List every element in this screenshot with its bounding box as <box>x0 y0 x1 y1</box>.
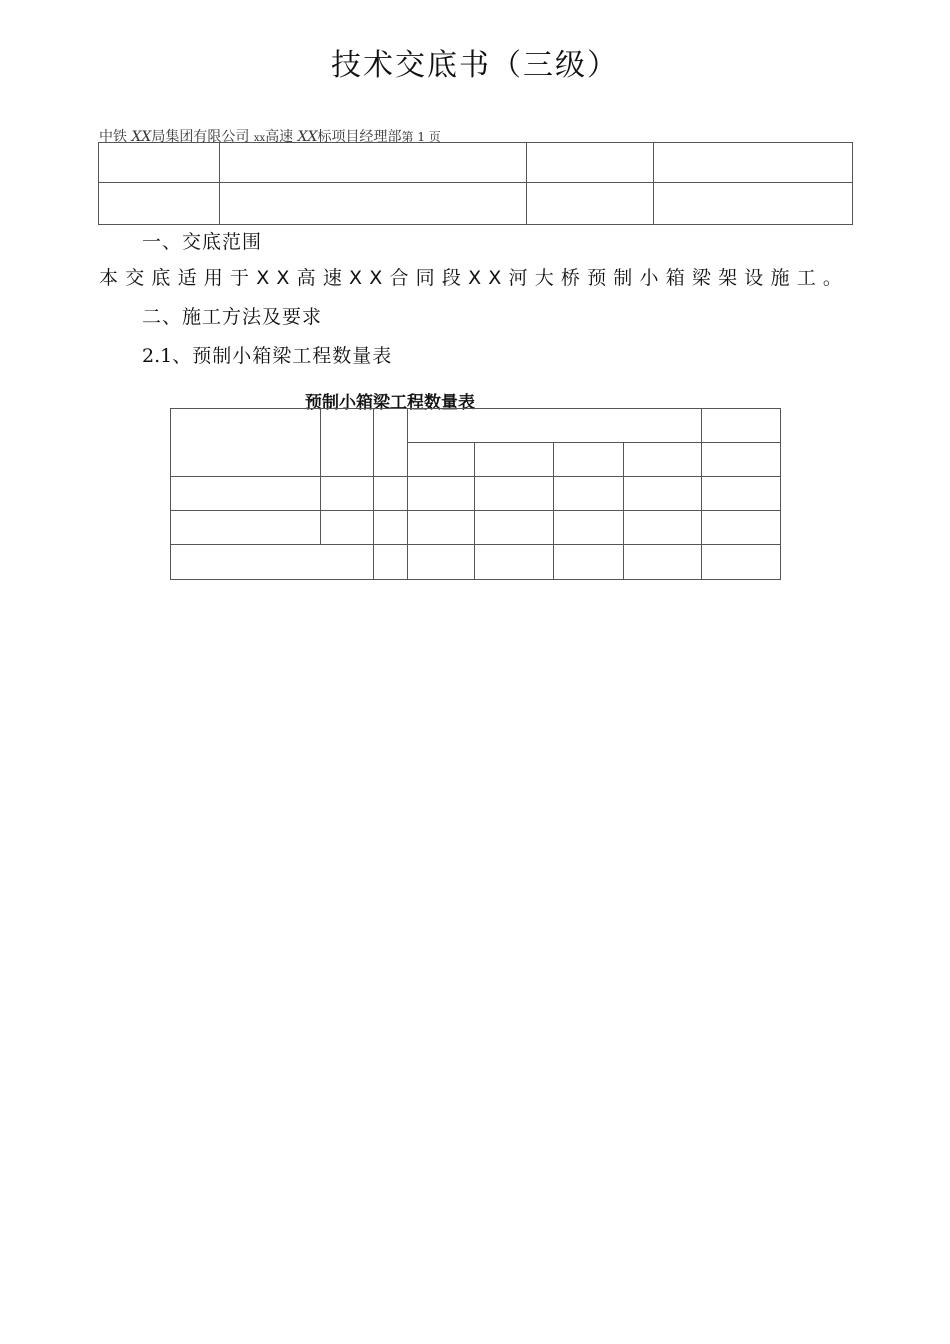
table-cell[interactable] <box>554 545 624 580</box>
table-cell[interactable] <box>554 511 624 545</box>
table-cell[interactable] <box>321 409 374 477</box>
header-section-code: XX <box>297 129 318 145</box>
header-company-prefix: 中铁 <box>99 129 132 145</box>
table-cell[interactable] <box>171 409 321 477</box>
quantity-table-caption: 预制小箱梁工程数量表 <box>305 393 475 413</box>
table-cell[interactable] <box>321 511 374 545</box>
table-row <box>171 511 781 545</box>
quantity-heading-number: 2.1 <box>142 345 173 367</box>
scope-heading: 一、交底范围 <box>142 231 263 253</box>
form-cell[interactable] <box>220 183 527 225</box>
table-cell[interactable] <box>624 443 702 477</box>
form-cell[interactable] <box>527 183 654 225</box>
table-cell[interactable] <box>171 545 374 580</box>
table-row <box>171 409 781 443</box>
header-company-name: 局集团有限公司 <box>151 129 254 145</box>
header-form-row <box>99 143 853 183</box>
table-cell[interactable] <box>408 477 475 511</box>
table-cell[interactable] <box>475 545 554 580</box>
table-cell[interactable] <box>702 477 781 511</box>
header-highway-code: xx <box>253 133 266 144</box>
table-cell[interactable] <box>624 477 702 511</box>
form-cell[interactable] <box>527 143 654 183</box>
table-row <box>171 545 781 580</box>
quantity-heading <box>142 341 392 368</box>
table-cell[interactable] <box>374 545 408 580</box>
table-row <box>171 477 781 511</box>
table-cell[interactable] <box>554 443 624 477</box>
quantity-heading-text: 、预制小箱梁工程数量表 <box>172 345 393 367</box>
table-cell[interactable] <box>408 443 475 477</box>
header-department: 标项目经理部 <box>317 129 402 145</box>
table-cell[interactable] <box>171 511 321 545</box>
form-cell[interactable] <box>99 143 220 183</box>
table-cell[interactable] <box>374 511 408 545</box>
form-cell[interactable] <box>220 143 527 183</box>
table-cell[interactable] <box>408 545 475 580</box>
table-cell[interactable] <box>321 477 374 511</box>
form-cell[interactable] <box>99 183 220 225</box>
table-cell[interactable] <box>171 477 321 511</box>
document-title: 技术交底书（三级） <box>331 48 619 83</box>
quantity-table <box>170 408 781 580</box>
form-cell[interactable] <box>654 143 853 183</box>
table-cell[interactable] <box>624 511 702 545</box>
method-heading: 二、施工方法及要求 <box>142 306 323 328</box>
table-cell[interactable] <box>408 409 702 443</box>
header-highway-label: 高速 <box>265 129 298 145</box>
table-cell[interactable] <box>702 545 781 580</box>
header-page-number: 第 1 页 <box>401 130 441 144</box>
table-cell[interactable] <box>475 477 554 511</box>
scope-text: 本交底适用于XX高速XX合同段XX河大桥预制小箱梁架设施工。 <box>99 267 850 289</box>
table-cell[interactable] <box>475 511 554 545</box>
header-bureau-code: XX <box>131 129 152 145</box>
form-cell[interactable] <box>654 183 853 225</box>
table-cell[interactable] <box>408 511 475 545</box>
table-cell[interactable] <box>475 443 554 477</box>
header-form-table <box>98 142 853 225</box>
table-cell[interactable] <box>702 409 781 443</box>
table-cell[interactable] <box>374 409 408 477</box>
table-cell[interactable] <box>702 443 781 477</box>
table-cell[interactable] <box>374 477 408 511</box>
table-cell[interactable] <box>554 477 624 511</box>
header-form-row <box>99 183 853 225</box>
table-cell[interactable] <box>702 511 781 545</box>
table-cell[interactable] <box>624 545 702 580</box>
